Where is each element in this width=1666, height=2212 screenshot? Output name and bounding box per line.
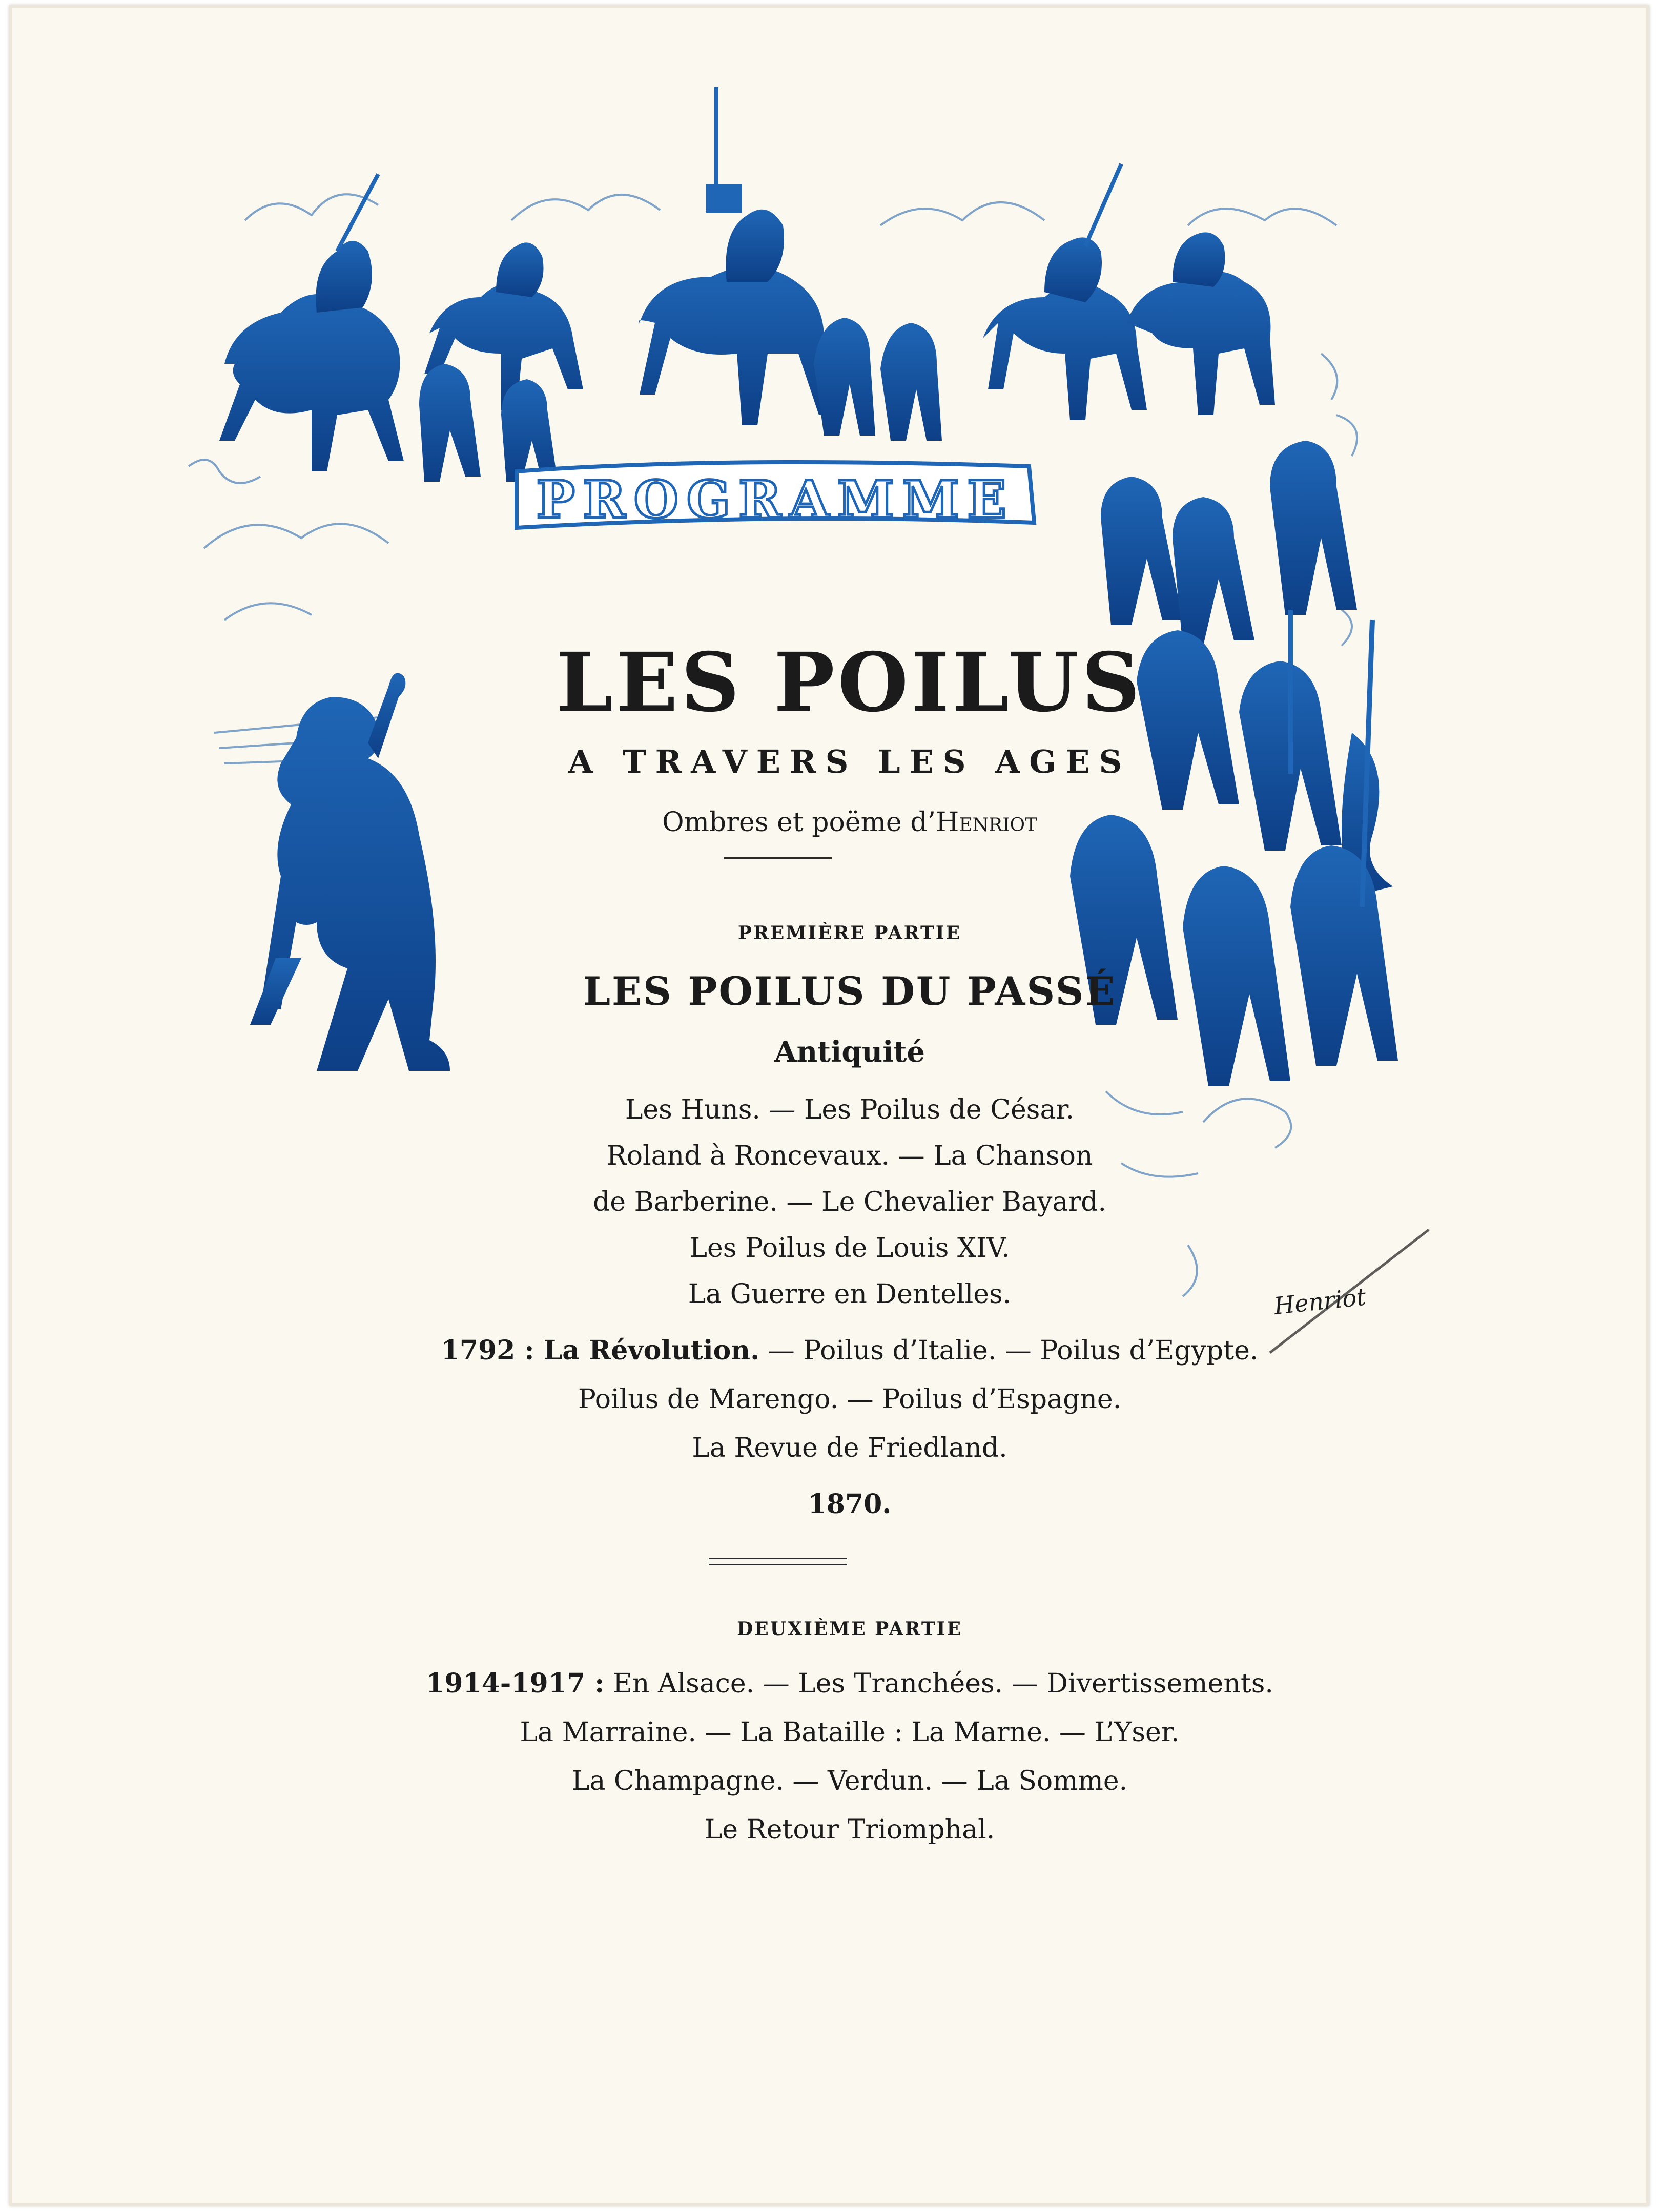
part1-rev-line: Poilus de Marengo. — Poilus d’Espagne.	[578, 1384, 1122, 1415]
ww1-line	[368, 1670, 1331, 1697]
part2-line: La Champagne. — Verdun. — La Somme.	[571, 1766, 1128, 1796]
show-title: LES POILUS	[556, 635, 1143, 730]
author-credit	[368, 807, 1331, 838]
author-prefix: Ombres et poëme d’	[662, 807, 936, 838]
part1-line: Les Poilus de Louis XIV.	[689, 1233, 1010, 1264]
artist-signature: Henriot	[1272, 1283, 1368, 1320]
part1-line: La Guerre en Dentelles.	[688, 1279, 1012, 1310]
part1-line: Roland à Roncevaux. — La Chanson	[606, 1141, 1093, 1171]
left-soldiers	[419, 364, 558, 482]
double-rule-top	[709, 1558, 847, 1559]
part1-subheading: Antiquité	[774, 1035, 925, 1069]
author-name: Henriot	[936, 807, 1038, 838]
part1-line: de Barberine. — Le Chevalier Bayard.	[592, 1187, 1106, 1217]
part1-rev-line: La Revue de Friedland.	[692, 1433, 1007, 1463]
ww1-heading: 1914-1917 :	[426, 1668, 605, 1699]
part2-line: Le Retour Triomphal.	[704, 1814, 995, 1845]
part1-line: Les Huns. — Les Poilus de César.	[625, 1094, 1075, 1125]
divider	[724, 857, 832, 859]
part1-label: PREMIÈRE PARTIE	[737, 922, 962, 944]
double-rule-bottom	[709, 1564, 847, 1565]
programme-banner	[517, 462, 1034, 530]
show-subtitle: A TRAVERS LES AGES	[568, 743, 1132, 780]
part1-heading: LES POILUS DU PASSÉ	[583, 968, 1117, 1014]
revolution-heading: 1792 : La Révolution.	[441, 1335, 760, 1366]
revolution-line	[368, 1337, 1331, 1364]
revolution-items: — Poilus d’Italie. — Poilus d’Egypte.	[759, 1335, 1259, 1366]
part2-label: DEUXIÈME PARTIE	[737, 1618, 962, 1640]
programme-title: PROGRAMME	[536, 469, 1015, 530]
part2-line: La Marraine. — La Bataille : La Marne. — L’Yser.	[520, 1717, 1180, 1748]
top-cavalry	[219, 87, 1275, 471]
year-1870: 1870.	[808, 1489, 892, 1520]
ww1-items: En Alsace. — Les Tranchées. — Divertissements.	[604, 1668, 1273, 1699]
program-page	[9, 5, 1649, 2206]
